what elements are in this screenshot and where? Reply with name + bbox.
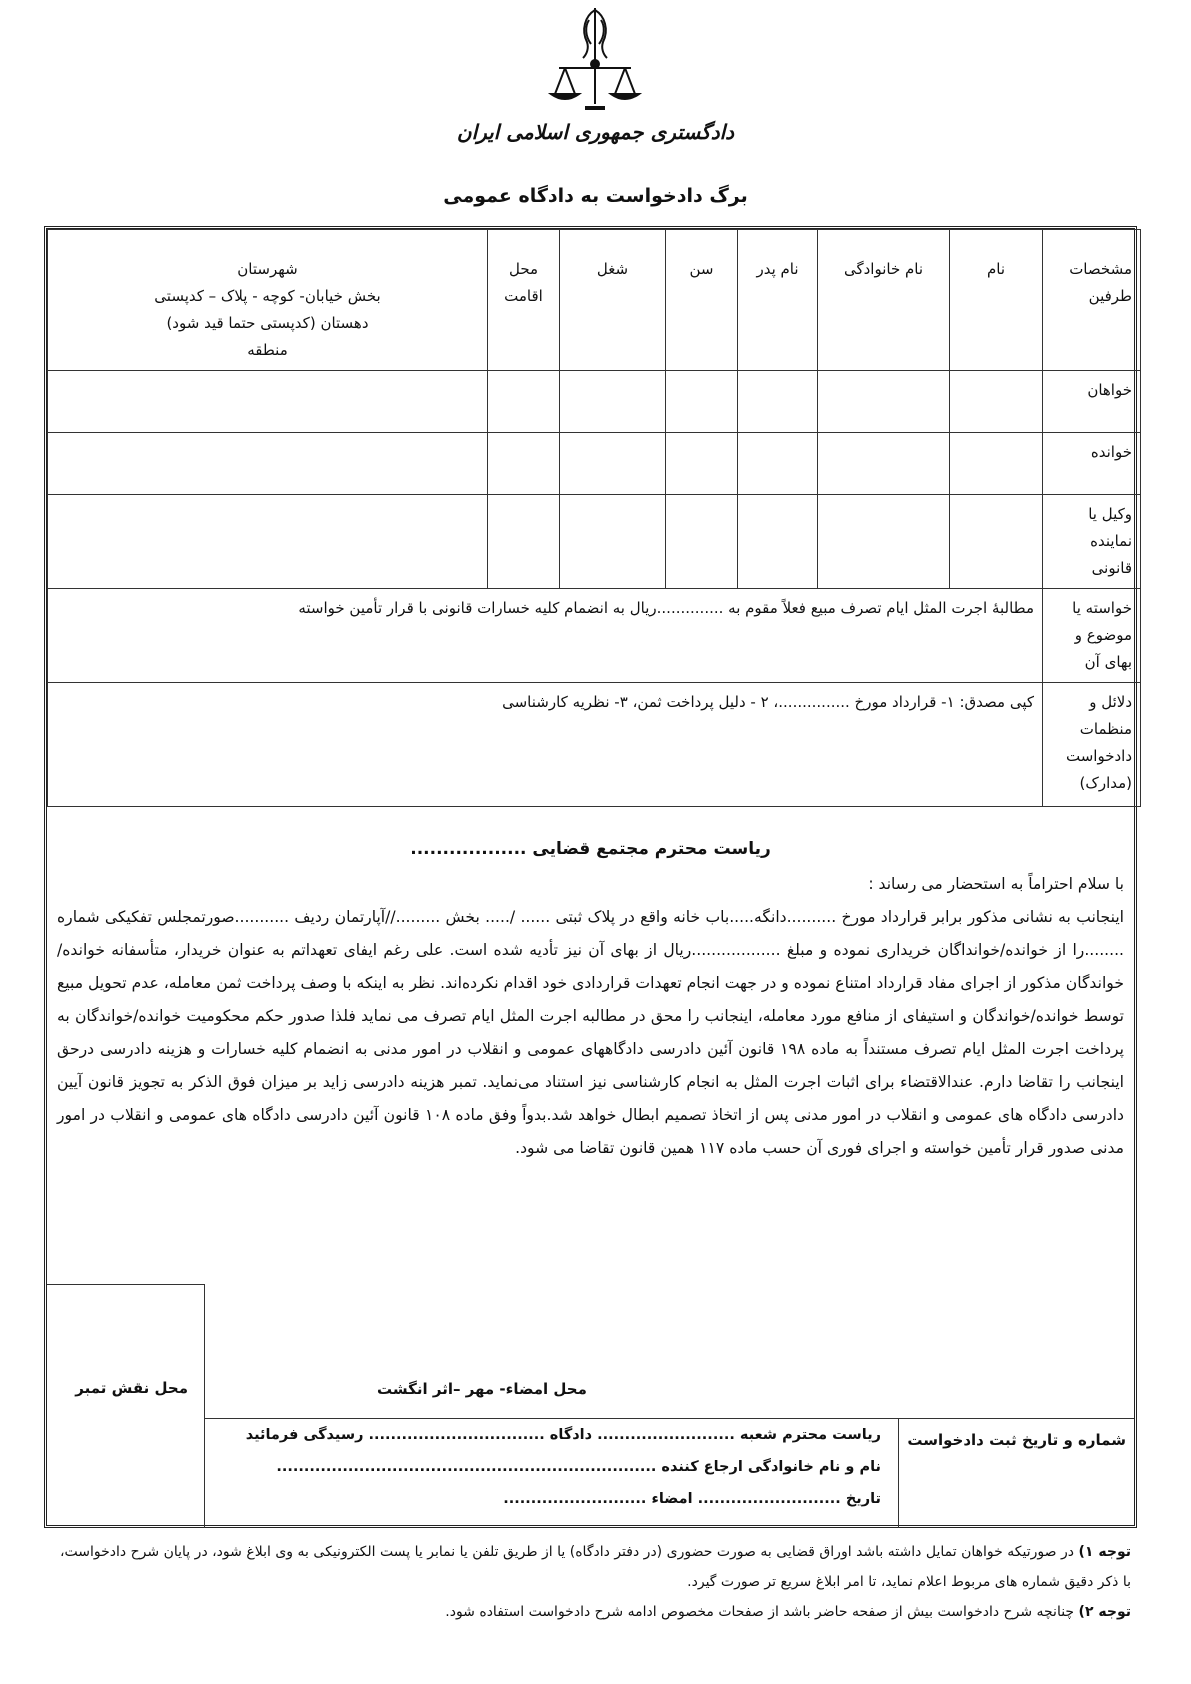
plaintiff-row — [48, 371, 1141, 433]
field-cell[interactable] — [488, 371, 560, 433]
col-last-name: نام خانوادگی — [818, 230, 950, 371]
field-cell[interactable] — [818, 495, 950, 589]
page-title: برگ دادخواست به دادگاه عمومی — [443, 185, 748, 207]
evidence-label: دلائل و منظمات دادخواست (مدارک) — [1043, 683, 1141, 807]
col-job: شغل — [560, 230, 666, 371]
field-cell[interactable] — [818, 433, 950, 495]
footnotes — [60, 1537, 1131, 1627]
judiciary-title: دادگستری جمهوری اسلامی ایران — [456, 120, 735, 144]
claim-text[interactable]: مطالبهٔ اجرت المثل ایام تصرف مبیع فعلاً مقوم به ..............ریال به انضمام کلیه خسارات قانونی با قرار تأمین خواسته — [48, 589, 1043, 683]
row-label-attorney: وکیل یا نماینده قانونی — [1043, 495, 1141, 589]
defendant-row — [48, 433, 1141, 495]
referral-line[interactable]: تاریخ .......................... امضاء .......................... — [503, 1491, 881, 1507]
attorney-row — [48, 495, 1141, 589]
col-age: سن — [666, 230, 738, 371]
field-cell[interactable] — [48, 495, 488, 589]
letter-heading: ریاست محترم مجتمع قضایی .................. — [410, 839, 771, 859]
field-cell[interactable] — [950, 495, 1043, 589]
address-line: شهرستان — [237, 260, 298, 278]
claim-row — [48, 589, 1141, 683]
field-cell[interactable] — [950, 433, 1043, 495]
note-text: در صورتیکه خواهان تمایل داشته باشد اوراق قضایی به صورت حضوری (در دفتر دادگاه) یا از طریق تلفن یا نمابر یا پست الکترونیکی به وی ابلاغ شود، در پایان شرح دادخواست، با ذکر دقیق شماره های مربوط اعلام نماید، تا امر ابلاغ سریع تر صورت گیرد. — [60, 1544, 1131, 1590]
referral-section — [204, 1418, 1134, 1528]
parties-label: مشخصات طرفین — [1043, 230, 1141, 371]
letter-body[interactable]: اینجانب به نشانی مذکور برابر قرارداد مورخ ..........دانگه.....باب خانه واقع در پلاک ثبتی ...... /..... بخش .........//آپارتمان ردیف ...........صورتمجلس تفکیکی شماره ........را از خوانده/خوانداگان خریداری نموده و مبلغ ..................ریال از بهای آن نیز تأدیه شده است. علی رغم ایفای تعهداتم به عنوان خریدار، متأسفانه خوانده/خواندگان مذکور از اجرای مفاد قرارداد امتناع نموده و در جهت انجام تعهدات قراردادی خود اقدام نکرده‌اند. نظر به اینکه با وصف پرداخت ثمن معامله، عدم تحویل مبیع توسط خوانده/خواندگان و استیفای از منافع مورد معامله، اینجانب را محق در مطالبه اجرت المثل ایام تصرف می نماید فلذا صدور حکم محکومیت خوانده/خواندگان به پرداخت اجرت المثل ایام تصرف مستنداً به ماده ۱۹۸ قانون آئین دادرسی دادگاههای عمومی و انقلاب در امور مدنی به انضمام کلیه خسارات و هزینه دادرسی درحق اینجانب را تقاضا دارم. عندالاقتضاء برای اثبات اجرت المثل به انجام کارشناسی نیز استناد می‌نماید. تمبر هزینه دادرسی زاید بر میزان فوق الذکر به تجویز قانون آیین دادرسی دادگاه های عمومی و انقلاب در امور مدنی پس از اتخاذ تصمیم ابطال خواهد شد.بدواً وفق ماده ۱۰۸ قانون آئین دادرسی دادگاه های عمومی و انقلاب در امور مدنی صدور قرار تأمین خواسته و اجرای فوری آن حسب ماده ۱۱۷ همین قانون تقاضا می شود. — [57, 908, 1124, 1157]
parties-header-row — [48, 230, 1141, 371]
field-cell[interactable] — [488, 495, 560, 589]
evidence-text[interactable]: کپی مصدق: ۱- قرارداد مورخ ...............، ۲ - دلیل پرداخت ثمن، ۳- نظریه کارشناسی — [48, 683, 1043, 807]
field-cell[interactable] — [818, 371, 950, 433]
field-cell[interactable] — [666, 371, 738, 433]
signature-section — [47, 1284, 1134, 1527]
field-cell[interactable] — [738, 433, 818, 495]
field-cell[interactable] — [560, 495, 666, 589]
note-label: توجه ۲) — [1078, 1604, 1131, 1620]
stamp-box[interactable] — [47, 1284, 205, 1528]
address-line: دهستان (کدپستی حتما قید شود) — [166, 314, 369, 332]
address-line: منطقه — [247, 341, 288, 359]
col-first-name: نام — [950, 230, 1043, 371]
address-line: بخش خیابان- کوچه - پلاک – کدپستی — [154, 287, 381, 305]
row-label-defendant: خوانده — [1043, 433, 1141, 495]
note-text: چنانچه شرح دادخواست بیش از صفحه حاضر باشد از صفحات مخصوص ادامه شرح دادخواست استفاده شود. — [445, 1604, 1079, 1620]
field-cell[interactable] — [738, 371, 818, 433]
note-label: توجه ۱) — [1078, 1544, 1131, 1560]
signature-label: محل امضاء- مهر –اثر انگشت — [377, 1380, 587, 1398]
claim-label: خواسته یا موضوع و بهای آن — [1043, 589, 1141, 683]
note-1 — [60, 1537, 1131, 1597]
petition-letter — [47, 829, 1134, 1165]
row-label-plaintiff: خواهان — [1043, 371, 1141, 433]
field-cell[interactable] — [950, 371, 1043, 433]
field-cell[interactable] — [666, 433, 738, 495]
col-address — [48, 230, 488, 371]
field-cell[interactable] — [738, 495, 818, 589]
referral-line[interactable]: نام و نام خانوادگی ارجاع کننده ..................................................................... — [276, 1459, 881, 1475]
registration-label: شماره و تاریخ ثبت دادخواست — [907, 1431, 1126, 1449]
parties-table — [47, 229, 1141, 807]
col-residence: محل اقامت — [488, 230, 560, 371]
letter-greeting: با سلام احتراماً به استحضار می رساند : — [868, 875, 1124, 893]
iran-emblem-icon — [545, 6, 645, 118]
field-cell[interactable] — [666, 495, 738, 589]
petition-form — [44, 226, 1137, 1528]
field-cell[interactable] — [560, 433, 666, 495]
field-cell[interactable] — [48, 433, 488, 495]
stamp-label: محل نقش تمبر — [75, 1379, 188, 1397]
referral-lines — [204, 1419, 899, 1528]
field-cell[interactable] — [488, 433, 560, 495]
registration-box[interactable] — [898, 1419, 1134, 1528]
referral-line[interactable]: ریاست محترم شعبه ......................... دادگاه ................................ رسیدگی فرمائید — [245, 1427, 881, 1443]
field-cell[interactable] — [560, 371, 666, 433]
note-2 — [60, 1597, 1131, 1627]
col-father-name: نام پدر — [738, 230, 818, 371]
evidence-row — [48, 683, 1141, 807]
field-cell[interactable] — [48, 371, 488, 433]
